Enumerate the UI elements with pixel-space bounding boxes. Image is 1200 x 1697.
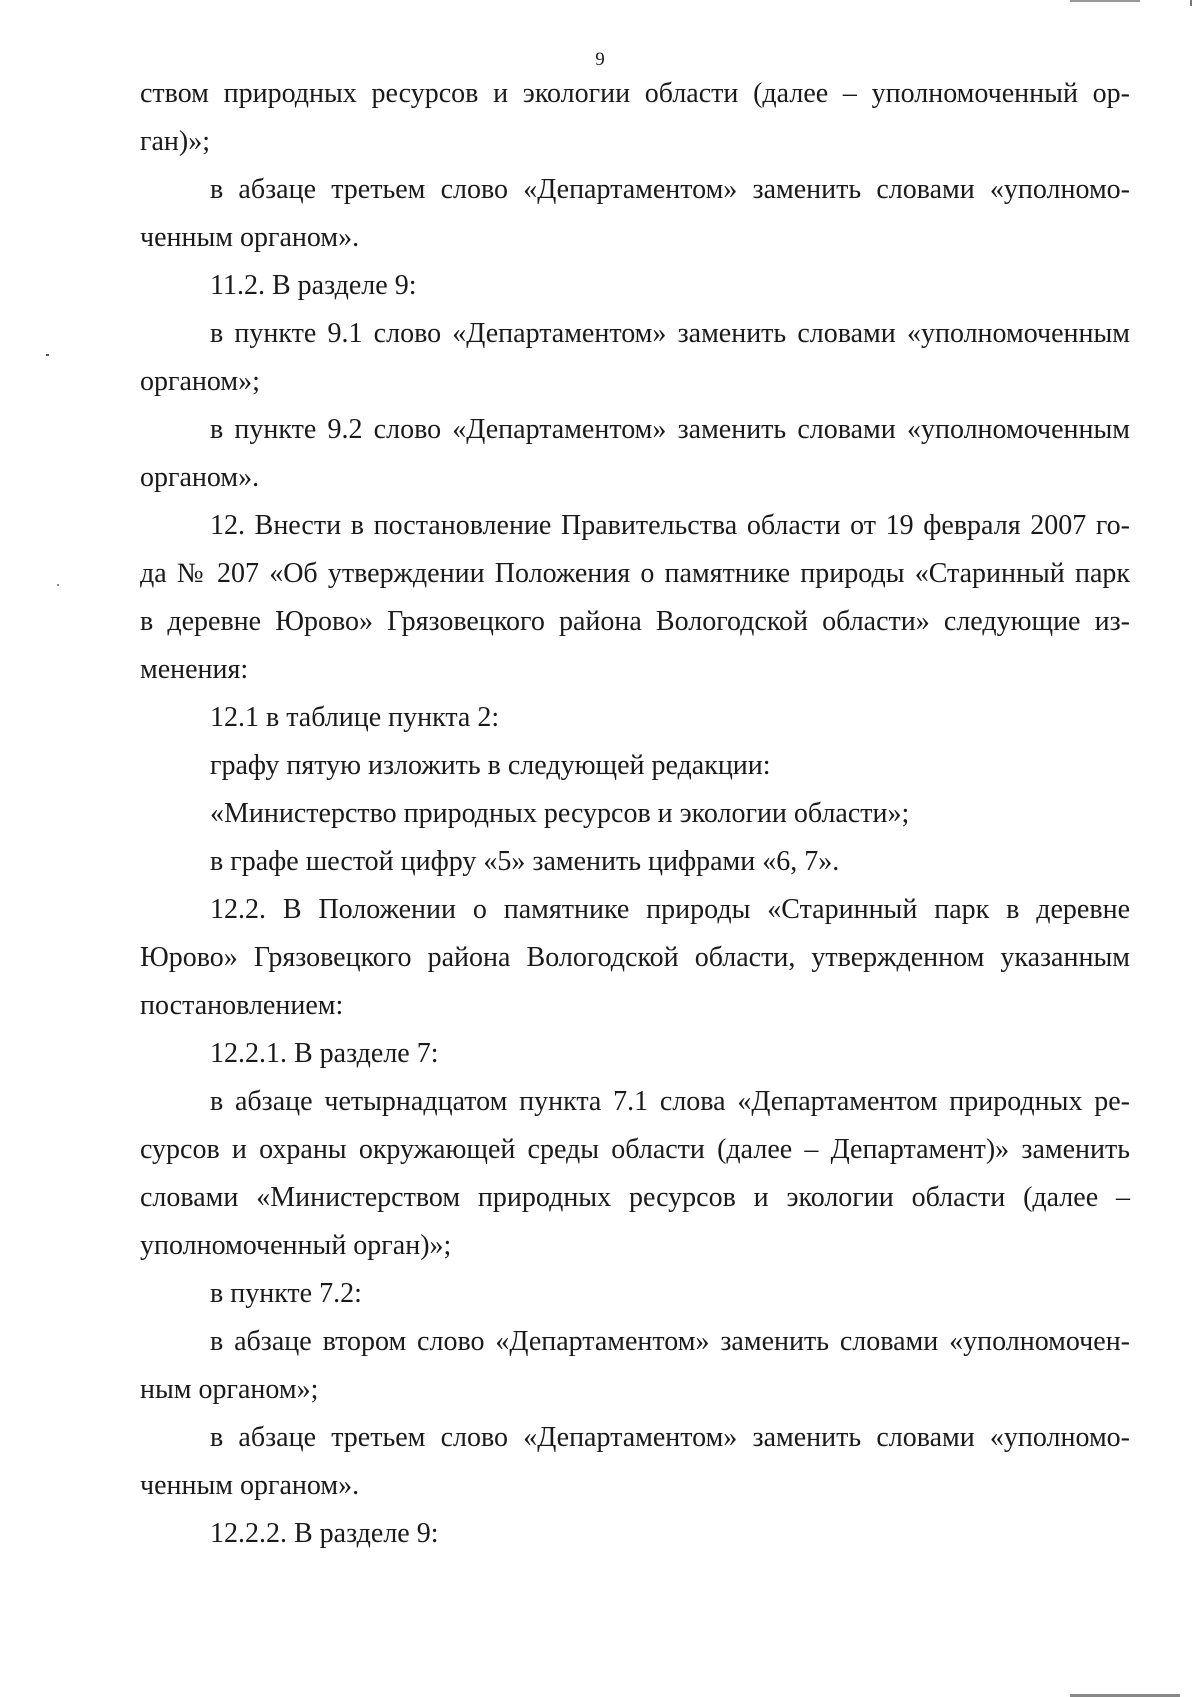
text-line: ган)»;: [140, 126, 210, 157]
text-line: сурсов и охраны окружающей среды области (далее – Департамент)» заменить: [140, 1134, 1130, 1165]
text-line: постановлением:: [140, 990, 344, 1021]
text-line: органом»;: [140, 366, 260, 397]
text-line: словами «Министерством природных ресурсов и экологии области (далее –: [140, 1182, 1130, 1213]
scan-edge-mark: [1070, 0, 1140, 2]
text-line: ным органом»;: [140, 1374, 319, 1405]
text-line: в пункте 9.1 слово «Департаментом» заменить словами «уполномоченным: [210, 318, 1130, 349]
text-line: в графе шестой цифру «5» заменить цифрами «6, 7».: [210, 846, 840, 877]
text-line: менения:: [140, 654, 249, 685]
document-body: [140, 70, 1130, 1558]
text-line: Юрово» Грязовецкого района Вологодской области, утвержденном указанным: [140, 942, 1130, 973]
text-line: графу пятую изложить в следующей редакции:: [210, 750, 771, 781]
text-line: да № 207 «Об утверждении Положения о памятнике природы «Старинный парк: [140, 558, 1130, 589]
text-line: уполномоченный орган)»;: [140, 1230, 452, 1261]
text-line: 12.2.2. В разделе 9:: [210, 1518, 439, 1549]
text-line: в абзаце третьем слово «Департаментом» заменить словами «уполномо-: [210, 174, 1130, 205]
text-line: 11.2. В разделе 9:: [210, 270, 417, 301]
text-line: органом».: [140, 462, 260, 493]
text-line: в пункте 9.2 слово «Департаментом» заменить словами «уполномоченным: [210, 414, 1130, 445]
text-line: в абзаце четырнадцатом пункта 7.1 слова «Департаментом природных ре-: [210, 1086, 1130, 1117]
scan-speck: [57, 584, 59, 586]
text-line: 12.2.1. В разделе 7:: [210, 1038, 439, 1069]
page-number: 9: [595, 49, 605, 70]
text-line: «Министерство природных ресурсов и экологии области»;: [210, 798, 910, 829]
text-line: ченным органом».: [140, 222, 360, 253]
scan-speck: [46, 354, 49, 356]
text-line: в деревне Юрово» Грязовецкого района Вологодской области» следующие из-: [140, 606, 1130, 637]
text-line: ством природных ресурсов и экологии области (далее – уполномоченный ор-: [140, 78, 1130, 109]
text-line: в абзаце втором слово «Департаментом» заменить словами «уполномочен-: [210, 1326, 1130, 1357]
text-line: ченным органом».: [140, 1470, 360, 1501]
text-line: 12.2. В Положении о памятнике природы «Старинный парк в деревне: [210, 894, 1130, 925]
text-line: 12.1 в таблице пункта 2:: [210, 702, 500, 733]
text-line: 12. Внести в постановление Правительства области от 19 февраля 2007 го-: [210, 510, 1130, 541]
text-line: в абзаце третьем слово «Департаментом» заменить словами «уполномо-: [210, 1422, 1130, 1453]
text-line: в пункте 7.2:: [210, 1278, 362, 1309]
scan-edge-mark: [1190, 0, 1192, 6]
